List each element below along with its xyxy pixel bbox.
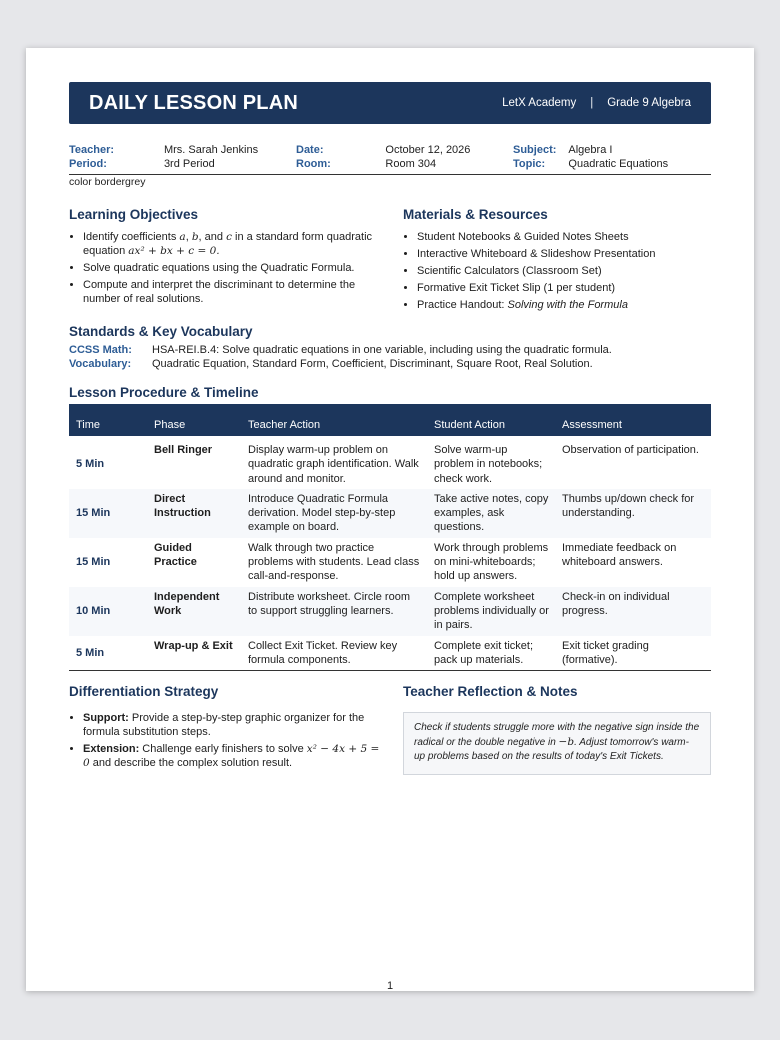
- differentiation-reflection-section: [69, 684, 711, 775]
- materials-list: [403, 230, 711, 312]
- page-content: [69, 82, 711, 775]
- extension-item: • Extension: Challenge early finishers to solve x² − 4x + 5 = 0 and describe the complex solution result.: [83, 742, 383, 770]
- ccss-row: [69, 343, 711, 357]
- teacher-action-cell: Display warm-up problem on quadratic graph identification. Walk around and monitor.: [241, 437, 427, 489]
- document-page: [26, 48, 754, 991]
- assessment-cell: Exit ticket grading (formative).: [555, 636, 711, 671]
- teacher-action-cell: Distribute worksheet. Circle room to support struggling learners.: [241, 587, 427, 636]
- differentiation-heading: Differentiation Strategy: [69, 684, 219, 700]
- procedure-heading: Lesson Procedure & Timeline: [69, 385, 259, 400]
- time-cell: 5 Min: [69, 636, 147, 671]
- time-cell: 15 Min: [76, 556, 111, 569]
- materials-section: [403, 207, 711, 315]
- time-cell: 5 Min: [69, 437, 147, 489]
- subject-label: Subject:: [513, 144, 557, 156]
- period-value: 3rd Period: [163, 158, 215, 170]
- page-title: DAILY LESSON PLAN: [89, 91, 298, 114]
- phase-cell: Bell Ringer: [147, 437, 241, 489]
- material-item: • Interactive Whiteboard & Slideshow Presentation: [417, 247, 711, 261]
- material-item: • Scientific Calculators (Classroom Set): [417, 264, 711, 278]
- materials-heading: Materials & Resources: [403, 207, 548, 222]
- column-header-student-action: Student Action: [427, 404, 555, 437]
- info-column-subject: [513, 143, 668, 171]
- room-value: Room 304: [385, 158, 437, 170]
- grade-label: Grade 9 Algebra: [607, 97, 691, 109]
- ccss-value: HSA-REI.B.4: Solve quadratic equations in one variable, including using the quadratic formula.: [152, 344, 612, 356]
- student-action-cell: Work through problems on mini-whiteboards; hold up answers.: [434, 541, 549, 583]
- school-name: LetX Academy: [502, 97, 577, 109]
- title-banner: [69, 82, 711, 124]
- date-value: October 12, 2026: [385, 144, 471, 156]
- procedure-table: [69, 404, 711, 671]
- phase-cell: Wrap-up & Exit: [147, 636, 241, 671]
- ccss-label: CCSS Math:: [69, 344, 132, 356]
- banner-separator: |: [590, 97, 594, 109]
- objectives-heading: Learning Objectives: [69, 207, 199, 222]
- info-column-teacher: [69, 143, 296, 171]
- page-number: 1: [386, 980, 394, 992]
- teacher-label: Teacher:: [69, 144, 115, 156]
- reflection-note-box: Check if students struggle more with the negative sign inside the radical or the double negative in −b. Adjust tomorrow's warm-up problems based on the results of today's Exit Tickets.: [403, 712, 711, 775]
- teacher-action-cell: Collect Exit Ticket. Review key formula components.: [241, 636, 427, 671]
- time-cell: 15 Min: [69, 489, 147, 538]
- column-header-phase: Phase: [147, 404, 241, 437]
- column-header-time: Time: [69, 404, 147, 437]
- stray-text: color bordergrey: [69, 176, 146, 188]
- period-label: Period:: [69, 158, 107, 170]
- column-header-teacher-action: Teacher Action: [241, 404, 427, 437]
- material-item: • Student Notebooks & Guided Notes Sheets: [417, 230, 711, 244]
- table-row: [69, 538, 711, 587]
- student-action-cell: Complete exit ticket; pack up materials.: [427, 636, 555, 671]
- standards-heading: Standards & Key Vocabulary: [69, 324, 253, 339]
- extension-equation: x² − 4x + 5 = 0: [83, 743, 380, 770]
- reflection-heading: Teacher Reflection & Notes: [403, 684, 578, 700]
- lesson-info: [69, 143, 711, 171]
- student-action-cell: Solve warm-up problem in notebooks; check work.: [427, 437, 555, 489]
- assessment-cell: Check-in on individual progress.: [555, 587, 711, 636]
- room-label: Room:: [296, 158, 331, 170]
- objective-item: • Solve quadratic equations using the Quadratic Formula.: [83, 261, 389, 275]
- objectives-section: [69, 207, 403, 315]
- objective-item: • Compute and interpret the discriminant to determine the number of real solutions.: [83, 278, 389, 306]
- objectives-list: [69, 230, 389, 306]
- banner-meta: [502, 97, 691, 109]
- material-item: • Formative Exit Ticket Slip (1 per student): [417, 281, 711, 295]
- objective-item: • Identify coefficients a, b, and c in a standard form quadratic equation ax² + bx + c = 0.: [83, 230, 389, 258]
- table-header-row: [69, 404, 711, 437]
- vocabulary-label: Vocabulary:: [69, 358, 132, 370]
- topic-value: Quadratic Equations: [568, 158, 669, 170]
- procedure-section: [69, 385, 711, 671]
- objectives-materials-section: [69, 207, 711, 315]
- teacher-action-cell: Walk through two practice problems with students. Lead class call-and-response.: [248, 541, 420, 583]
- student-action-cell: Take active notes, copy examples, ask questions.: [427, 489, 555, 538]
- standards-section: [69, 324, 711, 371]
- table-row: [69, 437, 711, 489]
- info-column-date: [296, 143, 513, 171]
- differentiation-list: [69, 711, 383, 770]
- topic-label: Topic:: [513, 158, 546, 170]
- teacher-action-cell: Introduce Quadratic Formula derivation. Model step-by-step example on board.: [241, 489, 427, 538]
- column-header-assessment: Assessment: [555, 404, 711, 437]
- vocabulary-row: [69, 357, 711, 371]
- table-row: [69, 636, 711, 671]
- vocabulary-value: Quadratic Equation, Standard Form, Coefficient, Discriminant, Square Root, Real Solution.: [152, 358, 593, 370]
- table-row: [69, 587, 711, 636]
- student-action-cell: Complete worksheet problems individually or in pairs.: [427, 587, 555, 636]
- material-item: • Practice Handout: Solving with the Formula: [417, 298, 711, 312]
- info-divider: [69, 174, 711, 175]
- reflection-section: [403, 684, 711, 775]
- support-item: • Support: Provide a step-by-step graphic organizer for the formula substitution steps.: [83, 711, 383, 739]
- phase-cell: Independent Work: [147, 587, 241, 636]
- subject-value: Algebra I: [568, 144, 613, 156]
- teacher-value: Mrs. Sarah Jenkins: [163, 144, 259, 156]
- assessment-cell: Thumbs up/down check for understanding.: [555, 489, 711, 538]
- quadratic-equation: ax² + bx + c = 0.: [128, 245, 220, 257]
- time-cell: 10 Min: [69, 587, 147, 636]
- assessment-cell: Immediate feedback on whiteboard answers.: [562, 541, 677, 569]
- assessment-cell: Observation of participation.: [555, 437, 711, 489]
- phase-cell: Direct Instruction: [147, 489, 241, 538]
- differentiation-section: [69, 684, 403, 775]
- date-label: Date:: [296, 144, 324, 156]
- table-row: [69, 489, 711, 538]
- phase-cell: Guided Practice: [154, 541, 197, 569]
